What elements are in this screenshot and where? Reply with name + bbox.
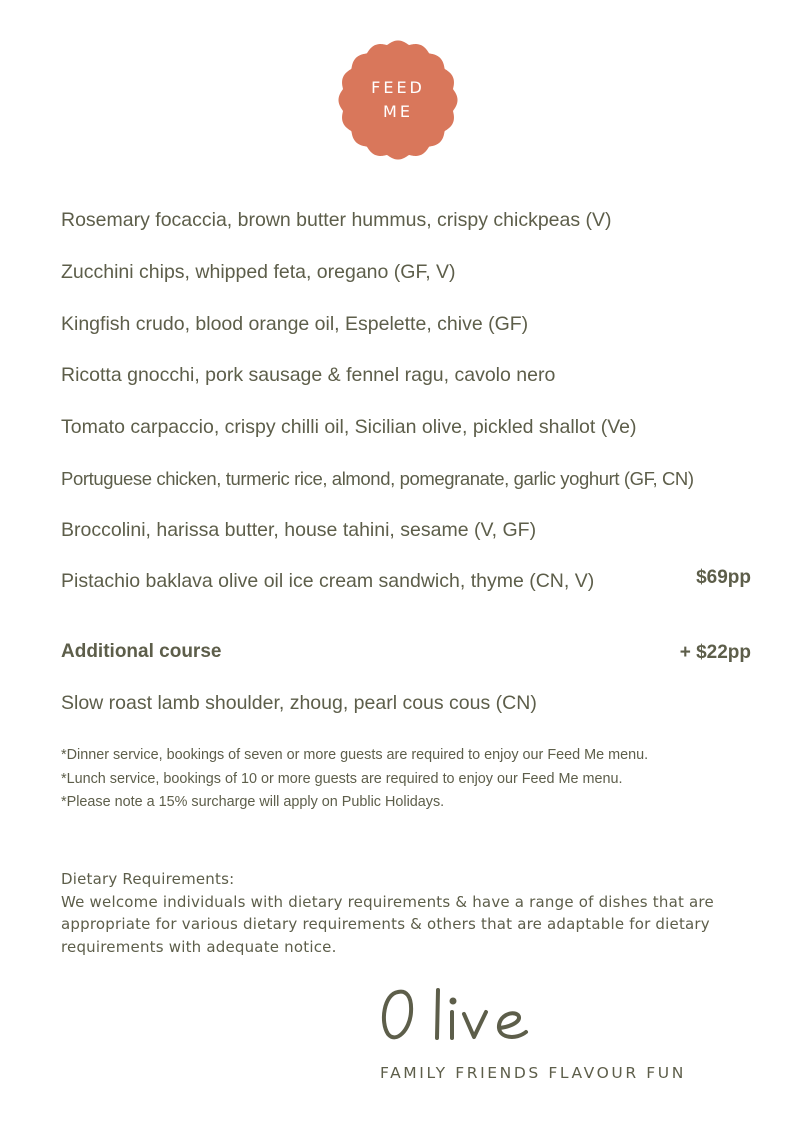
olive-logo [376,982,546,1057]
menu-item: Rosemary focaccia, brown butter hummus, crispy chickpeas (V) [61,209,612,231]
additional-course-heading: Additional course [61,641,222,662]
menu-item: Zucchini chips, whipped feta, oregano (GF, V) [61,261,456,283]
note-line: *Please note a 15% surcharge will apply on Public Holidays. [61,794,445,810]
menu-item: Kingfish crudo, blood orange oil, Espelette, chive (GF) [61,313,529,335]
note-line: *Dinner service, bookings of seven or more guests are required to enjoy our Feed Me menu. [61,747,649,763]
menu-price: $69pp [696,567,751,588]
dietary-section [61,868,751,958]
menu-item: Portuguese chicken, turmeric rice, almond, pomegranate, garlic yoghurt (GF, CN) [61,468,694,489]
badge-line-2: ME [383,102,413,121]
menu-item: Ricotta gnocchi, pork sausage & fennel ragu, cavolo nero [61,364,556,386]
additional-course-price: + $22pp [679,642,751,663]
booking-notes [61,744,648,815]
additional-course-item: Slow roast lamb shoulder, zhoug, pearl cous cous (CN) [61,692,537,714]
dietary-body: We welcome individuals with dietary requirements & have a range of dishes that are appropriate for various dietary requirements & others that are adaptable for dietary requirements with adequate notice. [61,892,714,956]
note-line: *Lunch service, bookings of 10 or more guests are required to enjoy our Feed Me menu. [61,770,623,787]
dietary-title: Dietary Requirements: [61,870,235,888]
feed-me-badge [336,38,460,162]
menu-item: Pistachio baklava olive oil ice cream sandwich, thyme (CN, V) [61,570,595,592]
badge-label [336,38,460,162]
olive-logo-icon [376,982,546,1052]
brand-tagline: FAMILY FRIENDS FLAVOUR FUN [380,1064,686,1082]
menu-item: Tomato carpaccio, crispy chilli oil, Sicilian olive, pickled shallot (Ve) [61,416,637,438]
menu-item: Broccolini, harissa butter, house tahini, sesame (V, GF) [61,519,537,541]
badge-line-1: FEED [371,78,425,97]
